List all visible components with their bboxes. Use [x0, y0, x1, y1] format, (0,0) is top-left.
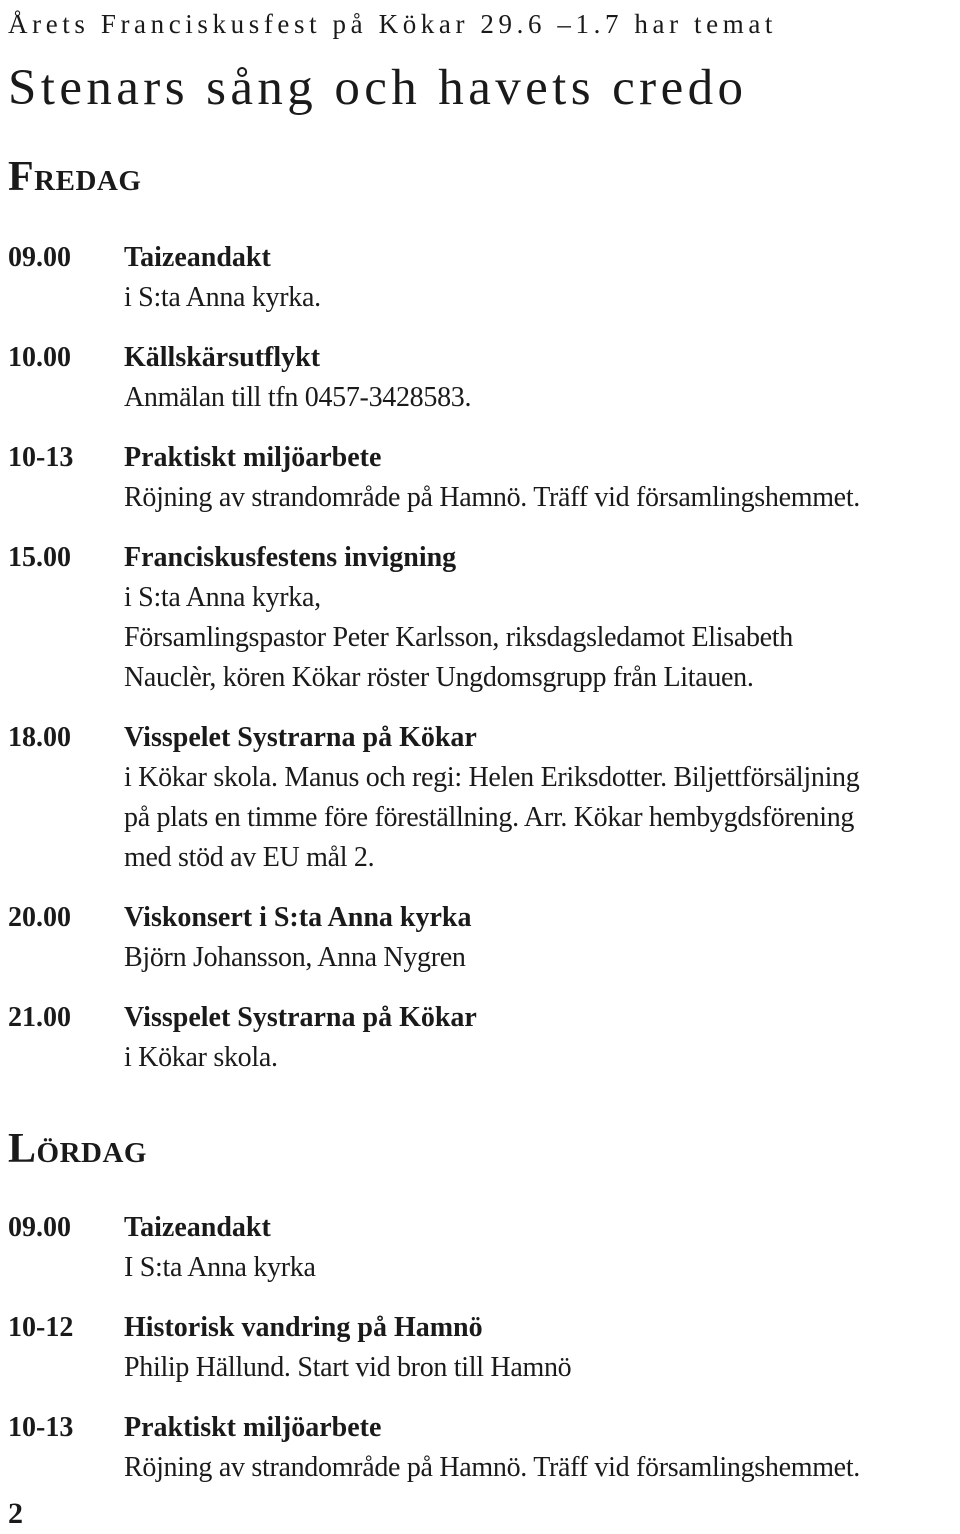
entry-content [124, 1208, 959, 1288]
entry-time: 10-13 [8, 442, 74, 473]
entry-title: Taizeandakt [124, 242, 271, 273]
entry-line: Nauclèr, kören Kökar röster Ungdomsgrupp från Litauen. [124, 662, 754, 693]
entry-line: i S:ta Anna kyrka. [124, 282, 321, 313]
entry-content [124, 338, 959, 418]
entry-time: 09.00 [8, 1212, 71, 1243]
day-heading-fredag: Fredag [8, 154, 142, 200]
entry-content [124, 538, 959, 698]
entry-time: 20.00 [8, 902, 71, 933]
day-heading-lordag: Lördag [8, 1126, 147, 1172]
entry-title: Visspelet Systrarna på Kökar [124, 722, 477, 753]
entry-title: Praktiskt miljöarbete [124, 442, 382, 473]
entry-title: Historisk vandring på Hamnö [124, 1312, 483, 1343]
entry-content [124, 998, 959, 1078]
entry-content [124, 238, 959, 318]
page-number: 2 [8, 1497, 23, 1530]
entry-line: i Kökar skola. Manus och regi: Helen Eriksdotter. Biljettförsäljning [124, 762, 860, 793]
entry-content [124, 1308, 959, 1388]
entry-line: Röjning av strandområde på Hamnö. Träff vid församlingshemmet. [124, 1452, 860, 1483]
entry-time: 15.00 [8, 542, 71, 573]
entry-line: Philip Hällund. Start vid bron till Hamnö [124, 1352, 572, 1383]
theme-title: Stenars sång och havets credo [8, 60, 748, 116]
entry-title: Visspelet Systrarna på Kökar [124, 1002, 477, 1033]
entry-title: Viskonsert i S:ta Anna kyrka [124, 902, 472, 933]
entry-line: Röjning av strandområde på Hamnö. Träff vid församlingshemmet. [124, 482, 860, 513]
entry-content [124, 718, 959, 878]
entry-title: Taizeandakt [124, 1212, 271, 1243]
entry-line: Anmälan till tfn 0457-3428583. [124, 382, 472, 413]
entry-line: på plats en timme före föreställning. Arr. Kökar hembygdsförening [124, 802, 855, 833]
entry-content [124, 1408, 959, 1488]
entry-time: 18.00 [8, 722, 71, 753]
entry-time: 09.00 [8, 242, 71, 273]
entry-title: Franciskusfestens invigning [124, 542, 457, 573]
entry-title: Praktiskt miljöarbete [124, 1412, 382, 1443]
entry-line: i S:ta Anna kyrka, [124, 582, 321, 613]
entry-time: 21.00 [8, 1002, 71, 1033]
entry-time: 10.00 [8, 342, 71, 373]
entry-line: Församlingspastor Peter Karlsson, riksdagsledamot Elisabeth [124, 622, 793, 653]
entry-content [124, 898, 959, 978]
entry-line: i Kökar skola. [124, 1042, 278, 1073]
entry-line: med stöd av EU mål 2. [124, 842, 375, 873]
entry-line: I S:ta Anna kyrka [124, 1252, 316, 1283]
entry-content [124, 438, 959, 518]
intro-line: Årets Franciskusfest på Kökar 29.6 –1.7 har temat [8, 9, 778, 39]
entry-line: Björn Johansson, Anna Nygren [124, 942, 466, 973]
entry-time: 10-12 [8, 1312, 74, 1343]
entry-title: Källskärsutflykt [124, 342, 321, 373]
entry-time: 10-13 [8, 1412, 74, 1443]
